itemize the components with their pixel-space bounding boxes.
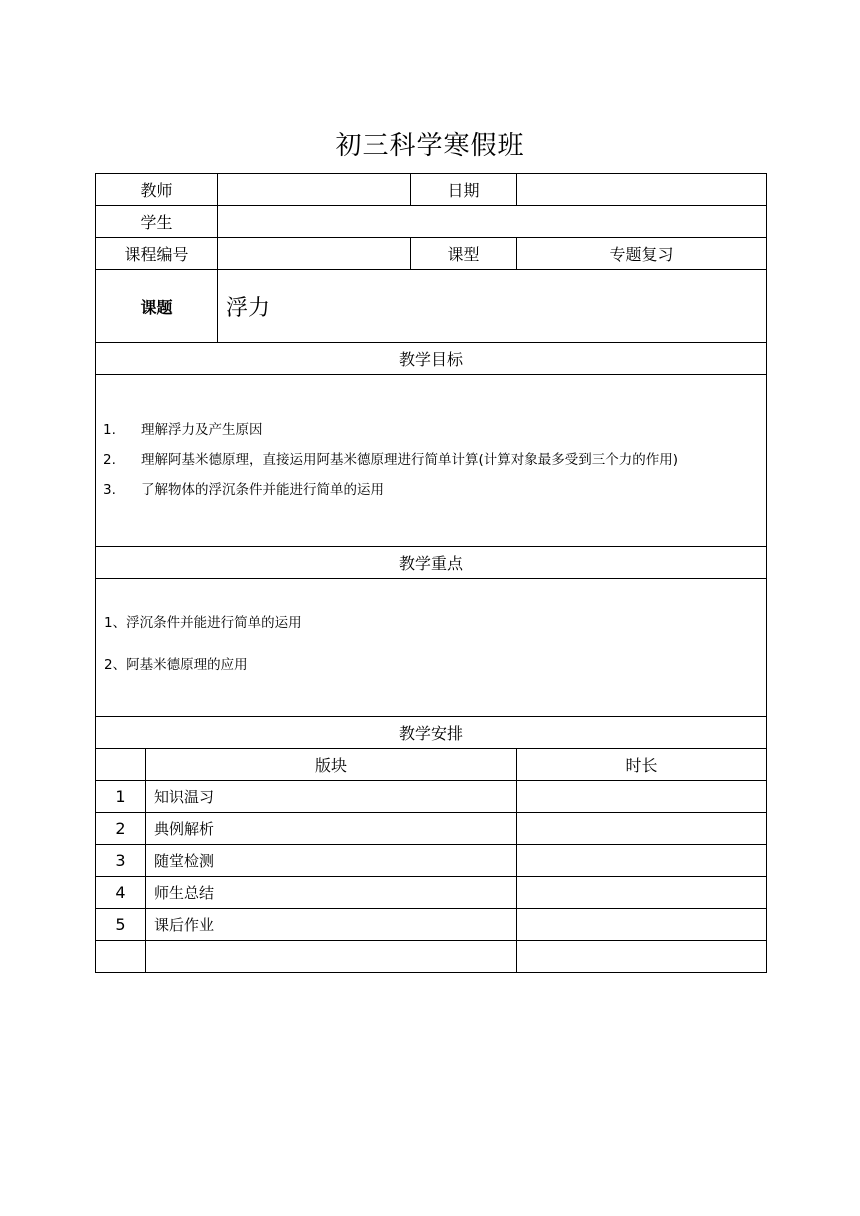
date-label: 日期 [411,174,517,206]
goal-number: 1. [103,422,116,438]
lesson-plan-table [95,173,767,973]
schedule-row [96,813,767,845]
teacher-value[interactable] [218,174,411,206]
schedule-row [96,941,767,973]
schedule-row [96,781,767,813]
goals-list [96,375,767,547]
schedule-row-number [96,941,146,973]
schedule-row-block: 课后作业 [146,909,517,941]
schedule-row-duration[interactable] [517,781,767,813]
schedule-row-duration[interactable] [517,813,767,845]
schedule-row-block: 典例解析 [146,813,517,845]
schedule-heading-row [96,717,767,749]
keys-row [96,579,767,717]
topic-value[interactable]: 浮力 [218,270,767,343]
schedule-heading: 教学安排 [96,717,767,749]
goal-item [96,445,766,475]
schedule-row-number: 3 [96,845,146,877]
schedule-row-block[interactable] [146,941,517,973]
type-label: 课型 [411,238,517,270]
schedule-num-header [96,749,146,781]
key-points-list [96,579,767,717]
schedule-row-number: 2 [96,813,146,845]
student-value[interactable] [218,206,767,238]
keys-heading-row [96,547,767,579]
schedule-row [96,909,767,941]
page-title: 初三科学寒假班 [335,131,525,161]
schedule-row-duration[interactable] [517,877,767,909]
teacher-row [96,174,767,206]
schedule-block-header: 版块 [146,749,517,781]
teacher-label: 教师 [96,174,218,206]
goal-text: 理解浮力及产生原因 [141,422,263,438]
course-no-label: 课程编号 [96,238,218,270]
schedule-row-block: 师生总结 [146,877,517,909]
key-point-item: 1、浮沉条件并能进行简单的运用 [104,615,302,631]
goal-text: 了解物体的浮沉条件并能进行简单的运用 [141,482,384,498]
goals-heading: 教学目标 [96,343,767,375]
goals-heading-row [96,343,767,375]
schedule-header-row [96,749,767,781]
schedule-duration-header: 时长 [517,749,767,781]
goal-item [96,475,766,505]
schedule-row-duration[interactable] [517,941,767,973]
goal-item [96,415,766,445]
student-label: 学生 [96,206,218,238]
goal-text: 理解阿基米德原理，直接运用阿基米德原理进行简单计算(计算对象最多受到三个力的作用) [141,452,679,468]
topic-row [96,270,767,343]
goal-number: 3. [103,482,116,498]
key-points-heading: 教学重点 [96,547,767,579]
schedule-row-block: 随堂检测 [146,845,517,877]
schedule-row-number: 4 [96,877,146,909]
course-row [96,238,767,270]
schedule-row [96,877,767,909]
type-value[interactable]: 专题复习 [517,238,767,270]
goals-row [96,375,767,547]
schedule-row-number: 1 [96,781,146,813]
schedule-row-duration[interactable] [517,909,767,941]
schedule-row-number: 5 [96,909,146,941]
course-no-value[interactable] [218,238,411,270]
key-point-item: 2、阿基米德原理的应用 [104,657,248,673]
schedule-row-block: 知识温习 [146,781,517,813]
schedule-row-duration[interactable] [517,845,767,877]
schedule-row [96,845,767,877]
topic-label: 课题 [96,270,218,343]
goal-number: 2. [103,452,116,468]
date-value[interactable] [517,174,767,206]
student-row [96,206,767,238]
